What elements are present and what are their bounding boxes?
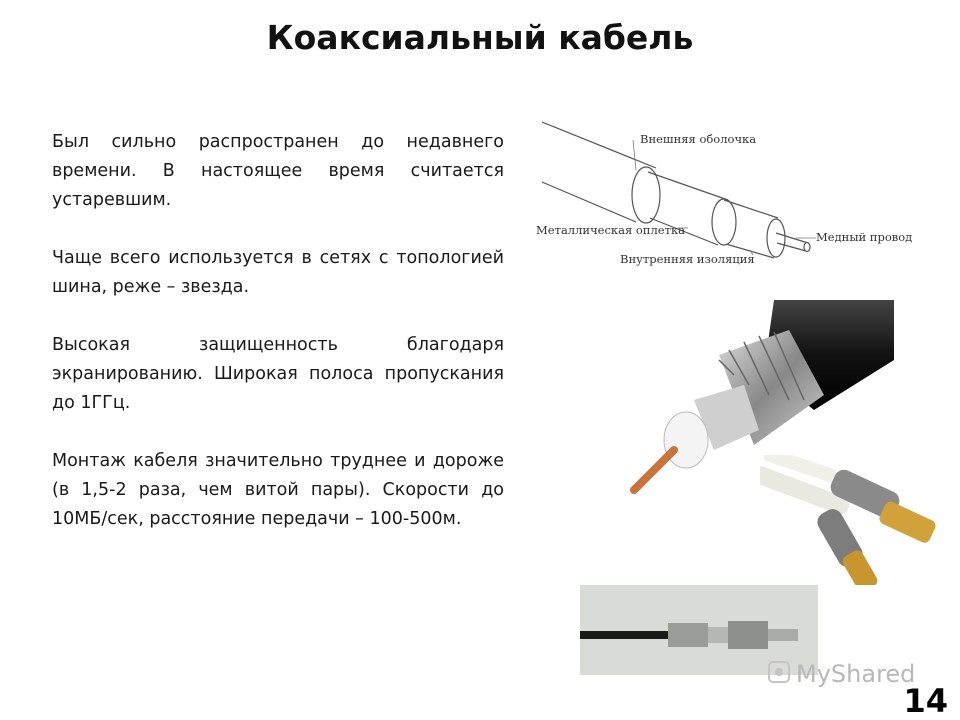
paragraph-topology: Чаще всего используется в сетях с топологией шина, реже – звезда.: [52, 248, 504, 297]
label-inner-insulation: Внутренняя изоляция: [620, 252, 755, 266]
coax-structure-diagram: [528, 110, 928, 270]
label-copper-wire: Медный провод: [816, 230, 913, 244]
label-outer-jacket: Внешняя оболочка: [640, 132, 757, 146]
label-metal-braid: Металлическая оплетка: [536, 223, 685, 237]
slide-body: [52, 128, 504, 563]
watermark-text: MyShared: [796, 660, 916, 688]
paragraph-shielding: Высокая защищенность благодаря экранированию. Широкая полоса пропускания до 1ГГц.: [52, 335, 504, 413]
myshared-logo-icon: [768, 660, 790, 684]
coax-connectors-photo: [760, 455, 955, 585]
paragraph-usage-history: Был сильно распространен до недавнего времени. В настоящее время считается устаревшим.: [52, 132, 504, 210]
paragraph-installation: Монтаж кабеля значительно труднее и дороже (в 1,5-2 раза, чем витой пары). Скорости до 10МБ/сек, расстояние передачи – 100-500м.: [52, 451, 504, 529]
page-number: 14: [903, 682, 948, 720]
slide-title: Коаксиальный кабель: [266, 18, 694, 57]
